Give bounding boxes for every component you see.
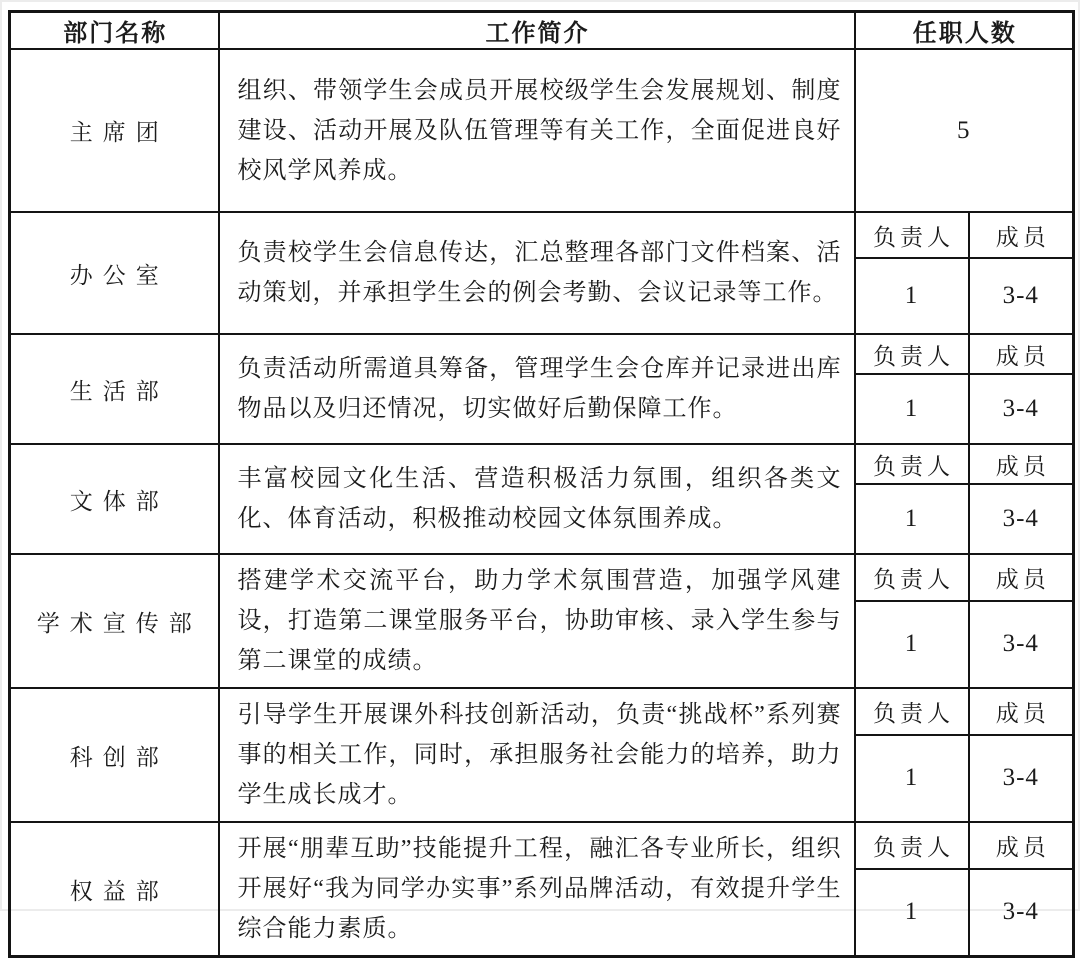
member-subheader: 成员 xyxy=(969,822,1074,869)
dept-name: 文体部 xyxy=(10,444,219,554)
dept-description: 丰富校园文化生活、营造积极活力氛围，组织各类文化、体育活动，积极推动校园文体氛围养成。 xyxy=(219,444,855,554)
col-header-count: 任职人数 xyxy=(855,12,1074,50)
member-subheader: 成员 xyxy=(969,444,1074,484)
col-header-dept: 部门名称 xyxy=(10,12,219,50)
table-row xyxy=(10,334,1074,374)
dept-name: 权益部 xyxy=(10,822,219,957)
table-row xyxy=(10,49,1074,212)
leader-subheader: 负责人 xyxy=(855,212,969,258)
member-count: 3-4 xyxy=(969,258,1074,334)
dept-description: 引导学生开展课外科技创新活动，负责“挑战杯”系列赛事的相关工作，同时，承担服务社会能力的培养，助力学生成长成才。 xyxy=(219,688,855,822)
leader-count: 1 xyxy=(855,484,969,554)
dept-description: 负责活动所需道具筹备，管理学生会仓库并记录进出库物品以及归还情况，切实做好后勤保障工作。 xyxy=(219,334,855,444)
leader-subheader: 负责人 xyxy=(855,444,969,484)
headcount-total: 5 xyxy=(855,49,1074,212)
leader-subheader: 负责人 xyxy=(855,688,969,735)
dept-name: 办公室 xyxy=(10,212,219,334)
member-count: 3-4 xyxy=(969,601,1074,688)
dept-name: 主席团 xyxy=(10,49,219,212)
leader-subheader: 负责人 xyxy=(855,822,969,869)
dept-description: 负责校学生会信息传达，汇总整理各部门文件档案、活动策划，并承担学生会的例会考勤、会议记录等工作。 xyxy=(219,212,855,334)
leader-count: 1 xyxy=(855,374,969,444)
dept-name: 科创部 xyxy=(10,688,219,822)
member-count: 3-4 xyxy=(969,735,1074,822)
table-header-row xyxy=(10,12,1074,50)
dept-name: 生活部 xyxy=(10,334,219,444)
department-table xyxy=(8,10,1075,958)
table-row xyxy=(10,444,1074,484)
dept-description: 开展“朋辈互助”技能提升工程，融汇各专业所长，组织开展好“我为同学办实事”系列品牌活动，有效提升学生综合能力素质。 xyxy=(219,822,855,957)
member-count: 3-4 xyxy=(969,374,1074,444)
table-row xyxy=(10,554,1074,601)
member-subheader: 成员 xyxy=(969,688,1074,735)
leader-subheader: 负责人 xyxy=(855,334,969,374)
table-row xyxy=(10,212,1074,258)
leader-count: 1 xyxy=(855,869,969,957)
col-header-desc: 工作简介 xyxy=(219,12,855,50)
leader-subheader: 负责人 xyxy=(855,554,969,601)
table-row xyxy=(10,688,1074,735)
dept-name: 学术宣传部 xyxy=(10,554,219,688)
dept-description: 组织、带领学生会成员开展校级学生会发展规划、制度建设、活动开展及队伍管理等有关工作，全面促进良好校风学风养成。 xyxy=(219,49,855,212)
leader-count: 1 xyxy=(855,258,969,334)
member-count: 3-4 xyxy=(969,869,1074,957)
member-subheader: 成员 xyxy=(969,212,1074,258)
leader-count: 1 xyxy=(855,735,969,822)
member-subheader: 成员 xyxy=(969,554,1074,601)
leader-count: 1 xyxy=(855,601,969,688)
dept-description: 搭建学术交流平台，助力学术氛围营造，加强学风建设，打造第二课堂服务平台，协助审核、录入学生参与第二课堂的成绩。 xyxy=(219,554,855,688)
member-count: 3-4 xyxy=(969,484,1074,554)
table-row xyxy=(10,822,1074,869)
member-subheader: 成员 xyxy=(969,334,1074,374)
